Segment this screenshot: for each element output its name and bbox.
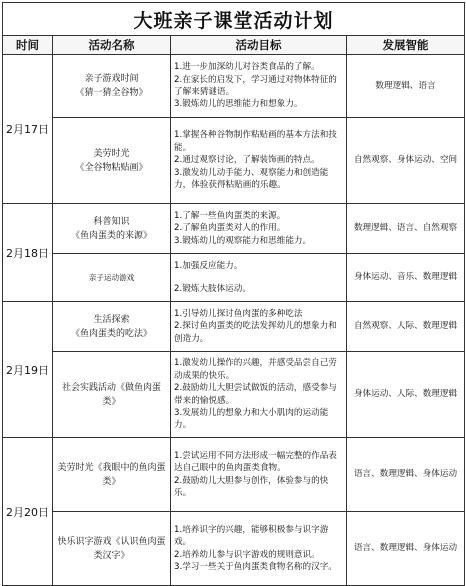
page-title: 大班亲子课堂活动计划 xyxy=(3,3,465,36)
goal-item: 3.学习一些关于鱼肉蛋类食物名称的汉字。 xyxy=(174,561,337,572)
development-cell: 自然观察、身体运动、空间 xyxy=(347,118,465,204)
activity-name-cell xyxy=(53,204,171,254)
activity-name-cell xyxy=(53,352,171,438)
goal-item: 3.锻炼幼儿的思维能力和想象力。 xyxy=(174,99,303,110)
table-row xyxy=(3,302,465,352)
goal-item: 1.引导幼儿探讨鱼肉蛋的多种吃法 xyxy=(174,308,303,319)
activity-goal-cell xyxy=(171,302,347,352)
table-row xyxy=(3,204,465,254)
goal-item: 2.探讨鱼肉蛋类的吃法发挥幼儿的想象力和创造力。 xyxy=(174,321,337,344)
table-row xyxy=(3,438,465,512)
goal-item: 2.鼓励幼儿大胆尝试做饭的活动，感受参与带来的愉悦感。 xyxy=(174,383,337,406)
development-cell: 自然观察、人际、数理逻辑 xyxy=(347,302,465,352)
table-row xyxy=(3,118,465,204)
activity-goal-cell xyxy=(171,55,347,118)
title-row xyxy=(3,3,465,36)
date-cell: 2月18日 xyxy=(3,204,53,302)
activity-name-cell xyxy=(53,118,171,204)
development-cell: 身体运动、人际、数理逻辑 xyxy=(347,352,465,438)
goal-item: 2.了解鱼肉蛋类对人的作用。 xyxy=(174,223,286,234)
date-cell: 2月17日 xyxy=(3,55,53,204)
activity-name-line: 美劳时光 xyxy=(93,148,130,159)
column-header-activity-name: 活动名称 xyxy=(53,36,171,55)
goal-item: 1.掌握各种谷物制作粘贴画的基本方法和技能。 xyxy=(174,130,337,153)
goal-item: 1.尝试运用不同方法形成一幅完整的作品表达自己眼中的鱼肉蛋类食物。 xyxy=(174,450,337,474)
activity-goal-cell xyxy=(171,254,347,302)
activity-name-line: 《猜一猜全谷物》 xyxy=(75,88,148,98)
activity-name-line: 《鱼肉蛋类的吃法》 xyxy=(70,328,152,339)
column-header-activity-goal: 活动目标 xyxy=(171,36,347,55)
development-cell: 数理逻辑、语言、自然观察 xyxy=(347,204,465,254)
activity-goal-cell xyxy=(171,352,347,438)
activity-goal-cell xyxy=(171,204,347,254)
goal-item: 1.了解一些鱼肉蛋类的来源。 xyxy=(174,210,286,221)
date-cell: 2月20日 xyxy=(3,438,53,586)
goal-item: 2.在家长的启发下，学习通过对物体特征的了解来猜谜语。 xyxy=(174,74,337,97)
activity-goal-cell xyxy=(171,118,347,204)
activity-name-cell xyxy=(53,302,171,352)
goal-item: 1.培养识字的兴趣，能够积极参与识字游戏。 xyxy=(174,524,329,548)
activity-goal-cell xyxy=(171,438,347,512)
goal-item: 2.鼓励幼儿大胆参与创作，体验参与的快乐。 xyxy=(174,475,329,498)
goal-item: 3.激发幼儿动手能力、观察能力和创造能力，体验获得粘贴画的乐趣。 xyxy=(174,167,329,191)
activity-name-cell xyxy=(53,438,171,512)
date-cell: 2月19日 xyxy=(3,302,53,438)
goal-item: 2.通过观察讨论，了解装饰画的特点。 xyxy=(174,155,320,166)
goal-item: 2.锻炼大肢体运动。 xyxy=(174,284,251,294)
goal-item: 3.发展幼儿的想象力和大小肌肉的运动能力。 xyxy=(174,407,329,431)
activity-name-line: 《鱼肉蛋类的来源》 xyxy=(70,230,152,241)
activity-name-cell xyxy=(53,254,171,302)
development-cell: 语言、数理逻辑、身体运动 xyxy=(347,438,465,512)
goal-item: 2.培养幼儿参与识字游戏的规则意识。 xyxy=(174,549,320,560)
activity-name-cell xyxy=(53,55,171,118)
goal-item: 1.加强反应能力。 xyxy=(174,260,243,271)
activity-name-cell xyxy=(53,512,171,586)
activity-name-line: 科普知识 xyxy=(93,216,130,227)
development-cell: 语言、数理逻辑、身体运动 xyxy=(347,512,465,586)
development-cell: 数理逻辑、语言 xyxy=(347,55,465,118)
goal-item: 3.锻炼幼儿的观察能力和思维能力。 xyxy=(174,235,312,246)
development-cell: 身体运动、音乐、数理逻辑 xyxy=(347,254,465,302)
table-row xyxy=(3,512,465,586)
activity-goal-cell xyxy=(171,512,347,586)
activity-name-line: 亲子游戏时间 xyxy=(84,74,139,84)
page xyxy=(2,2,464,572)
activity-name-line: 亲子运动游戏 xyxy=(88,272,135,282)
table-row xyxy=(3,55,465,118)
activity-name-line: 《全谷物粘贴画》 xyxy=(75,162,148,173)
activity-name-line: 社会实践活动《做鱼肉蛋类》 xyxy=(61,382,161,407)
table-row xyxy=(3,254,465,302)
header-row xyxy=(3,36,465,55)
activity-name-line: 快乐识字游戏《认识鱼肉蛋类汉字》 xyxy=(57,536,166,561)
column-header-time: 时间 xyxy=(3,36,53,55)
activity-name-line: 美劳时光《我眼中的鱼肉蛋类》 xyxy=(57,462,166,487)
column-header-development: 发展智能 xyxy=(347,36,465,55)
activity-plan-table xyxy=(2,2,465,586)
table-row xyxy=(3,352,465,438)
goal-item: 1.激发幼儿操作的兴趣，并感受品尝自己劳动成果的快乐。 xyxy=(174,358,337,381)
goal-item: 1.进一步加深幼儿对谷类食品的了解。 xyxy=(174,62,320,73)
activity-name-line: 生活探索 xyxy=(93,314,130,325)
